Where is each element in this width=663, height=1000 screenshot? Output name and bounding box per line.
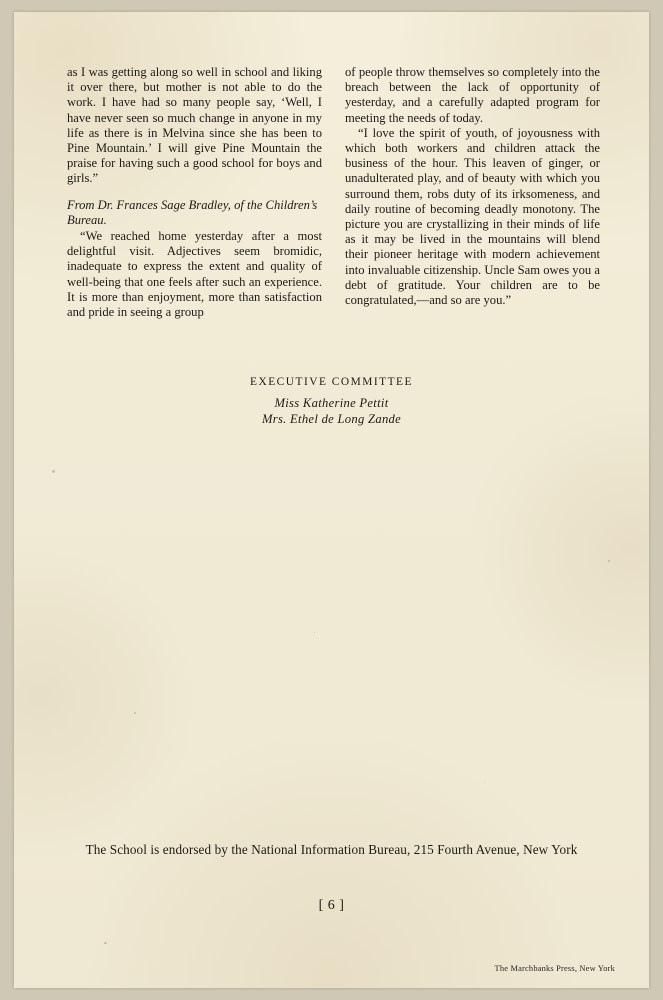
page-number: [ 6 ] — [318, 898, 345, 913]
endorsement-line: The School is endorsed by the National Information Bureau, 215 Fourth Avenue, New York — [85, 842, 578, 857]
left-paragraph-two: “We reached home yesterday after a most delightful visit. Adjectives seem bromidic, inadequate to express the extent and quality of well-being that one feels after such an experience. It is more than enjoyment, more than satisfaction and pride in seeing a group — [67, 229, 322, 320]
body-columns — [67, 65, 600, 320]
printer-imprint: The Marchbanks Press, New York — [494, 964, 615, 973]
left-column — [67, 65, 322, 320]
executive-committee-member: Miss Katherine Pettit — [274, 396, 389, 410]
right-column — [345, 65, 600, 320]
executive-committee-block — [14, 376, 649, 427]
paper-speck — [608, 560, 610, 562]
attribution-line: From Dr. Frances Sage Bradley, of the Children’s Bureau. — [67, 197, 318, 227]
paper-speck — [314, 632, 315, 633]
paper-speck — [134, 712, 136, 714]
right-paragraph-continued: of people throw themselves so completely into the breach between the lack of opportunity of yesterday, and a carefully adapted program for meeting the needs of today. — [345, 65, 600, 125]
executive-committee-member: Mrs. Ethel de Long Zande — [261, 412, 402, 426]
left-paragraph-continued: as I was getting along so well in school and liking it over there, but mother is not able to do the work. I have had so many people say, ‘Well, I have never seen so much change in anyone in my life as there is in Melvina since she has been to Pine Mountain.’ I will give Pine Mountain the praise for having such a good school for boys and girls.” — [67, 65, 322, 186]
paper-speck — [52, 470, 55, 473]
executive-committee-title: EXECUTIVE COMMITTEE — [250, 376, 413, 388]
paper-speck — [104, 942, 107, 944]
right-paragraph-two: “I love the spirit of youth, of joyousness with which both workers and children attack the business of the hour. This leaven of ginger, or unadulterated play, and of beauty with which you surround them, robs duty of its irksomeness, and daily routine of becoming deadly monotony. The picture you are crystallizing in their minds of life as it may be lived in the mountains will blend their pioneer heritage with modern achievement into invaluable citizenship. Uncle Sam owes you a debt of gratitude. Your children are to be congratulated,—and so are you.” — [345, 125, 600, 308]
document-page — [14, 12, 649, 988]
paper-speck — [484, 782, 485, 783]
